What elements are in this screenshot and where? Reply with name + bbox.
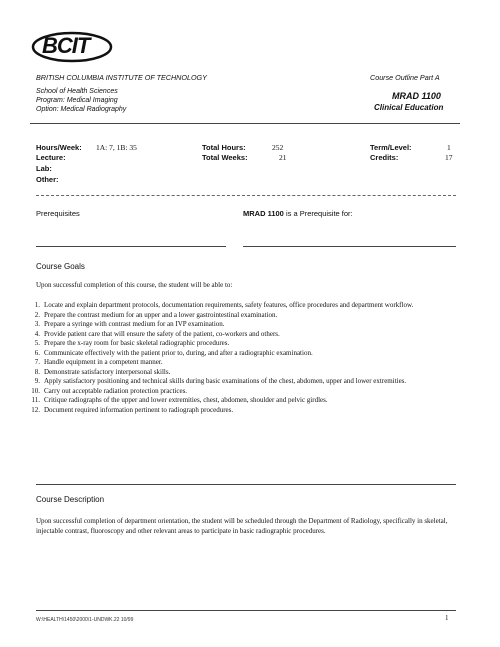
prerequisite-for-text: is a Prerequisite for:: [283, 209, 353, 218]
total-weeks-value: 21: [279, 153, 287, 162]
total-hours-value: 252: [272, 143, 284, 152]
course-goals-heading: Course Goals: [36, 262, 85, 271]
header-rule: [30, 123, 460, 124]
course-goals-list: [26, 301, 456, 415]
goals-rule: [36, 484, 456, 485]
lab-label: Lab:: [36, 164, 52, 173]
term-label: Term/Level:: [370, 143, 412, 152]
prereq-rule-right: [243, 246, 456, 247]
list-item: 11. Critique radiographs of the upper and lower extremities, chest, abdomen, shoulder and pelvic girdles.: [31, 396, 328, 404]
prereq-rule-left: [36, 246, 226, 247]
bcit-logo: [30, 28, 114, 66]
list-item: 5. Prepare the x-ray room for basic skeletal radiographic procedures.: [34, 339, 230, 347]
course-description-text: Upon successful completion of department orientation, the student will be scheduled through the Department of Radiology, specifically in skeletal, injectable contrast, fluoroscopy and other relevant areas to participate in basic radiographic procedures.: [36, 517, 448, 535]
institute-name: BRITISH COLUMBIA INSTITUTE OF TECHNOLOGY: [36, 73, 207, 82]
list-item: 2. Prepare the contrast medium for an upper and a lower gastrointestinal examination.: [34, 310, 278, 319]
page-number: 1: [445, 614, 449, 622]
school-name: School of Health Sciences: [36, 88, 118, 95]
prerequisite-for-course: MRAD 1100: [243, 209, 284, 218]
list-item: 12. Document required information pertinent to radiograph procedures.: [31, 405, 234, 414]
hours-rule: [36, 195, 456, 196]
program-name: Program: Medical Imaging: [36, 97, 118, 104]
prerequisites-label: Prerequisites: [36, 209, 80, 218]
other-label: Other:: [36, 175, 59, 184]
list-item: 3. Prepare a syringe with contrast medium for an IVP examination.: [34, 320, 225, 328]
list-item: 9. Apply satisfactory positioning and technical skills during basic examinations of the chest, abdomen, upper and lower extremities.: [34, 377, 407, 385]
prerequisite-for: [243, 209, 353, 219]
course-description-heading: Course Description: [36, 495, 105, 504]
outline-part: Course Outline Part A: [370, 73, 440, 82]
list-item: 6. Communicate effectively with the patient prior to, during, and after a radiographic examination.: [34, 348, 313, 357]
credits-label: Credits:: [370, 153, 399, 162]
course-code: MRAD 1100: [392, 91, 441, 101]
footer-path: W:\HEALTH\1450\2000\1-UNDWK.22 10/99: [36, 617, 134, 623]
list-item: 1. Locate and explain department protocols, documentation requirements, safety features, office procedures and department workflow.: [34, 301, 414, 309]
hours-week-value: 1A: 7, 1B: 35: [96, 143, 137, 152]
total-weeks-label: Total Weeks:: [202, 153, 248, 162]
course-name: Clinical Education: [374, 103, 444, 112]
course-goals-intro: Upon successful completion of this course, the student will be able to:: [36, 281, 233, 289]
list-item: 8. Demonstrate satisfactory interpersonal skills.: [34, 367, 171, 376]
term-value: 1: [447, 143, 451, 152]
hours-week-label: Hours/Week:: [36, 143, 82, 152]
list-item: 4. Provide patient care that will ensure the safety of the patient, co-workers and others.: [34, 329, 280, 338]
credits-value: 17: [445, 153, 453, 162]
option-name: Option: Medical Radiography: [36, 106, 127, 113]
list-item: 10. Carry out acceptable radiation protection practices.: [31, 386, 188, 395]
list-item: 7. Handle equipment in a competent manner.: [34, 358, 163, 366]
bcit-logo-text: BCIT: [42, 33, 90, 58]
lecture-label: Lecture:: [36, 153, 66, 162]
footer-rule: [36, 610, 456, 611]
total-hours-label: Total Hours:: [202, 143, 246, 152]
